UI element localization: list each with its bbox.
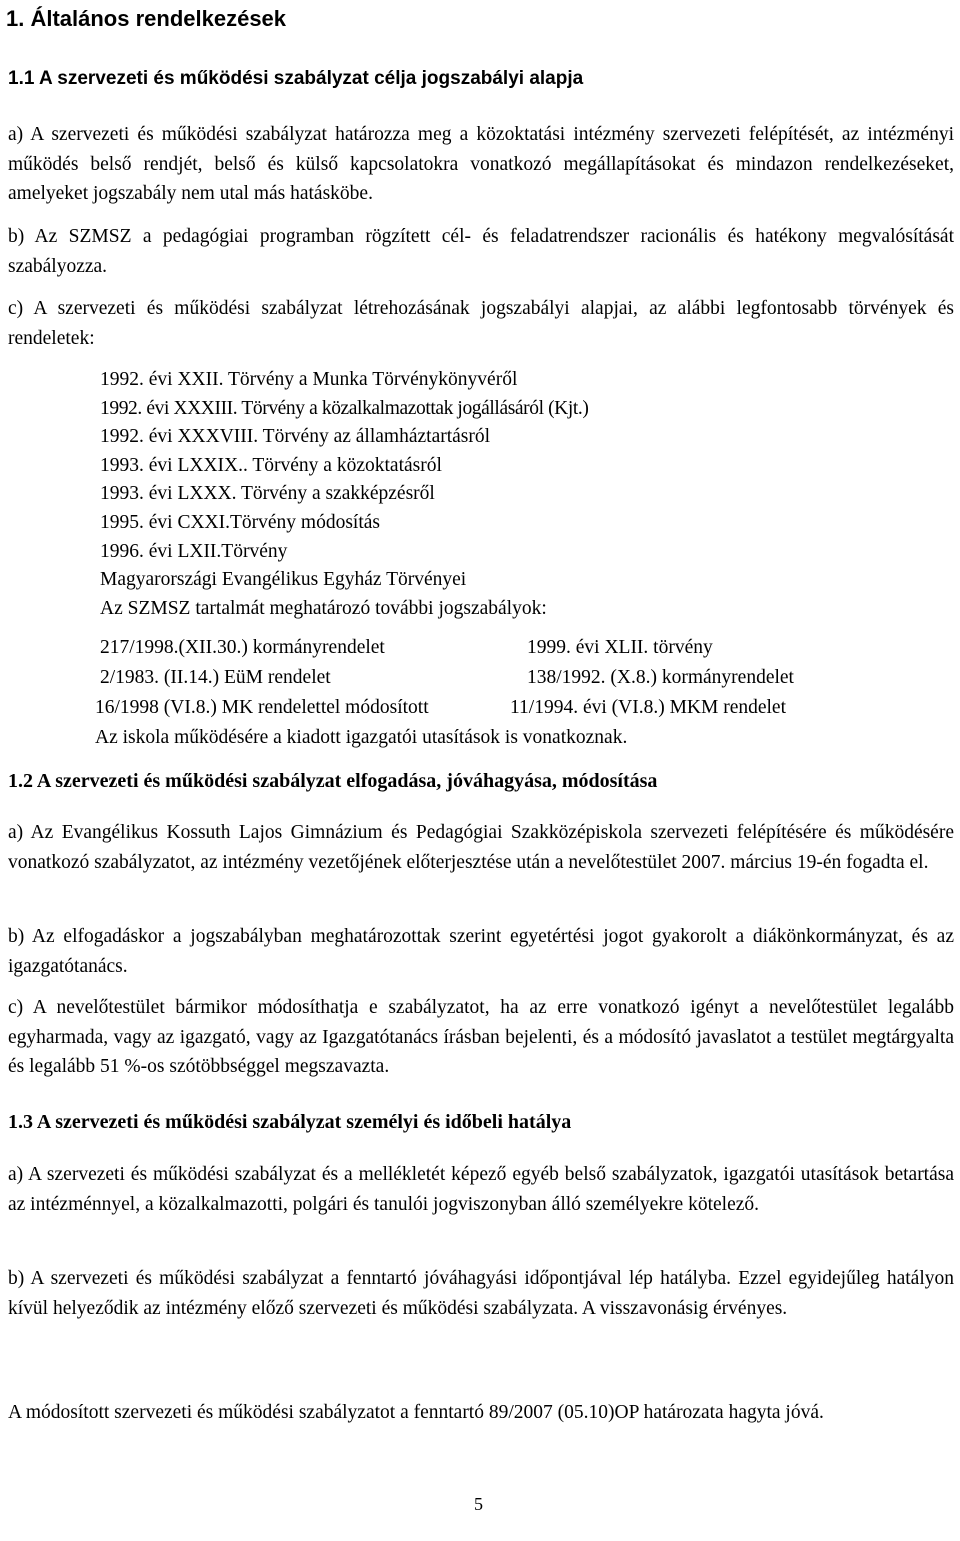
law-item: Magyarországi Evangélikus Egyház Törvényei: [100, 569, 467, 591]
law-item: Az SZMSZ tartalmát meghatározó további jogszabályok:: [100, 597, 547, 619]
section-1-3-title: 1.3 A szervezeti és működési szabályzat személyi és időbeli hatálya: [8, 1111, 572, 1133]
law-item: 1993. évi LXXIX.. Törvény a közoktatásról: [100, 454, 442, 476]
section-1-1-paragraph-a: a) A szervezeti és működési szabályzat határozza meg a közoktatási intézmény szervezeti felépítését, az intézményi működés belső rendjét, belső és külső kapcsolatokra vonatkozó megállapításokat és mindazon rendelkezéseket, amelyeket jogszabály nem utal más hatásköbe.: [8, 124, 954, 204]
approval-note: A módosított szervezeti és működési szabályzatot a fenntartó 89/2007 (05.10)OP határozata hagyta jóvá.: [8, 1402, 824, 1423]
section-1-2-paragraph-b: b) Az elfogadáskor a jogszabályban meghatározottak szerint egyetértési jogot gyakorolt a diákönkormányzat, és az igazgatótanács.: [8, 926, 954, 977]
law-item: 1992. évi XXXIII. Törvény a közalkalmazottak jogállásáról (Kjt.): [100, 397, 589, 419]
regulation-cell: 1999. évi XLII. törvény: [527, 637, 713, 658]
page-number: 5: [474, 1494, 483, 1514]
section-1-1-paragraph-c: c) A szervezeti és működési szabályzat létrehozásának jogszabályi alapjai, az alábbi legfontosabb törvények és rendeletek:: [8, 298, 954, 349]
section-1-2-paragraph-a: a) Az Evangélikus Kossuth Lajos Gimnázium és Pedagógiai Szakközépiskola szervezeti felépítésére és működésére vonatkozó szabályzatot, az intézmény vezetőjének előterjesztése után a nevelőtestület 2007. március 19-én fogadta el.: [8, 822, 954, 873]
regulation-cell: 138/1992. (X.8.) kormányrendelet: [527, 667, 794, 688]
regulation-cell: 2/1983. (II.14.) EüM rendelet: [100, 667, 331, 688]
regulation-cell: 16/1998 (VI.8.) MK rendelettel módosított: [95, 697, 429, 718]
section-1-1-paragraph-b: b) Az SZMSZ a pedagógiai programban rögzített cél- és feladatrendszer racionális és hatékony megvalósítását szabályozza.: [8, 226, 954, 277]
regulation-cell: 11/1994. évi (VI.8.) MKM rendelet: [510, 697, 787, 718]
section-1-2-paragraph-c: c) A nevelőtestület bármikor módosíthatja e szabályzatot, ha az erre vonatkozó igényt a nevelőtestület legalább egyharmada, vagy az igazgató, vagy az Igazgatótanács írásban bejelenti, és a módosító javaslatot a testület megtárgyalta és legalább 51 %-os szótöbbséggel megszavazta.: [8, 997, 954, 1077]
law-item: 1995. évi CXXI.Törvény módosítás: [100, 511, 381, 533]
page-title: 1. Általános rendelkezések: [6, 6, 287, 31]
closing-note: Az iskola működésére a kiadott igazgatói utasítások is vonatkoznak.: [95, 727, 628, 748]
section-1-3-paragraph-a: a) A szervezeti és működési szabályzat és a mellékletét képező egyéb belső szabályzatok, igazgatói utasítások betartása az intézménnyel, a közalkalmazotti, polgári és tanulói jogviszonyban álló személyekre kötelező.: [8, 1164, 954, 1215]
law-item: 1992. évi XXII. Törvény a Munka Törvénykönyvéről: [100, 369, 518, 390]
law-item: 1996. évi LXII.Törvény: [100, 540, 288, 562]
law-list: [100, 366, 900, 623]
law-item: 1993. évi LXXX. Törvény a szakképzésről: [100, 483, 435, 505]
section-1-1-title: 1.1 A szervezeti és működési szabályzat célja jogszabályi alapja: [8, 68, 584, 89]
regulation-cell: 217/1998.(XII.30.) kormányrendelet: [100, 637, 385, 658]
law-item: 1992. évi XXXVIII. Törvény az államháztartásról: [100, 426, 491, 448]
section-1-3-paragraph-b: b) A szervezeti és működési szabályzat a fenntartó jóváhagyási időpontjával lép hatályba. Ezzel egyidejűleg hatályon kívül helyeződik az intézmény előző szervezeti és működési szabályzata. A visszavonásig érvényes.: [8, 1268, 954, 1319]
section-1-2-title: 1.2 A szervezeti és működési szabályzat elfogadása, jóváhagyása, módosítása: [8, 770, 658, 792]
